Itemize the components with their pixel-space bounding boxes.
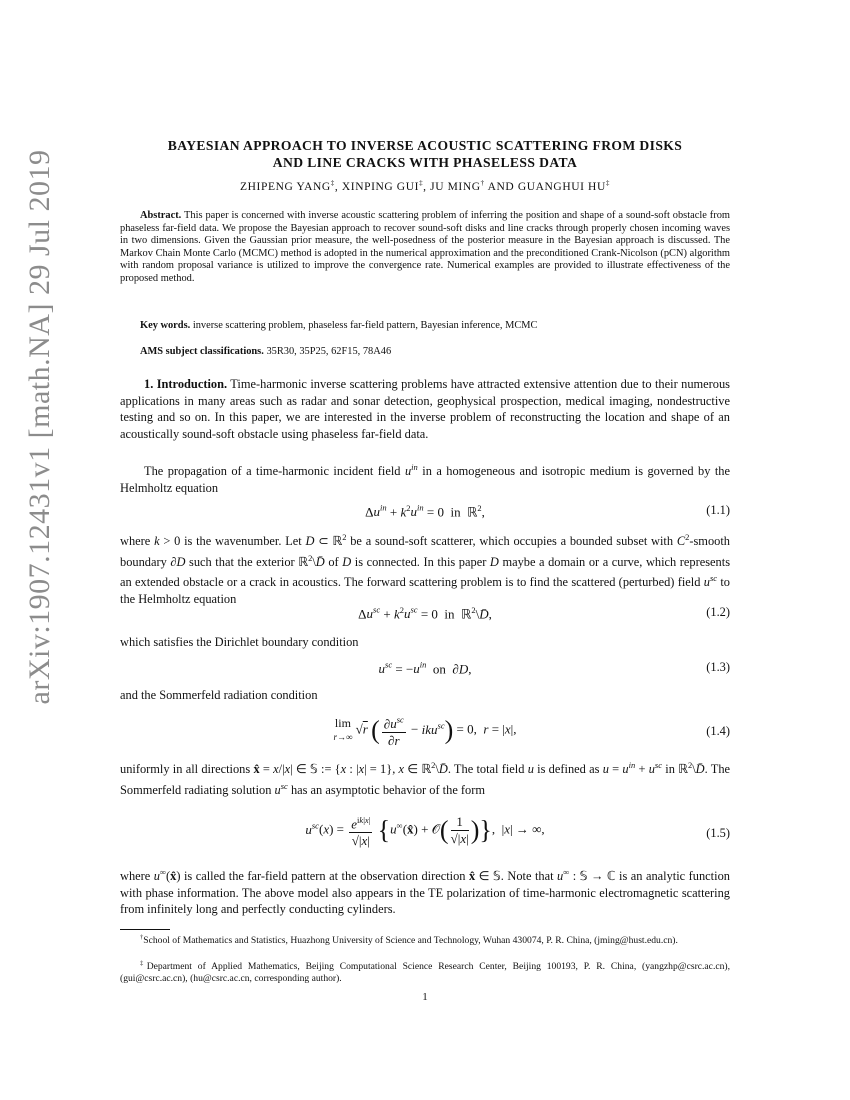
author-3: JU MING <box>430 180 481 193</box>
intro-paragraph-7: where u∞(x̂) is called the far-field pattern at the observation direction x̂ ∈ 𝕊. Note that u∞ : 𝕊 → ℂ is an analytic function with phase information. The above model also appears in the TE polarization of time-harmonic electromagnetic scattering from infinitely long and perfectly conducting cylinders. <box>120 867 730 917</box>
footnote-rule <box>120 929 170 930</box>
intro-paragraph-6: uniformly in all directions x̂ = x/|x| ∈ 𝕊 := {x : |x| = 1}, x ∈ ℝ$^2$\D̄. The total field u is defined as $u = u^{in} + u^{sc}$ in ℝ$^2$\D̄. The Sommerfeld radiating solution $u^{sc}$ has an asymptotic behavior of the form <box>120 760 731 797</box>
abstract <box>120 210 730 286</box>
intro-paragraph-2: The propagation of a time-harmonic incident field $u^{in}$ in a homogeneous and isotropic medium is governed by the Helmholtz equation <box>120 462 730 495</box>
title-line-1: BAYESIAN APPROACH TO INVERSE ACOUSTIC SCATTERING FROM DISKS <box>167 138 683 153</box>
equation-1-4: lim r→∞ √r ( $\frac{\partial u^{sc}}{\partial r}$ − iku$^{sc}$) = 0, r = |x|, (1.4) <box>120 710 730 752</box>
keywords: Key words. inverse scattering problem, phaseless far-field pattern, Bayesian inference, MCMC <box>140 320 538 331</box>
title-line-2: AND LINE CRACKS WITH PHASELESS DATA <box>272 155 578 170</box>
author-2: XINPING GUI <box>341 180 420 193</box>
author-1: ZHIPENG YANG <box>240 180 331 193</box>
equation-1-3: $u^{sc} = -u^{in}$ on ∂D, (1.3) <box>378 660 730 677</box>
intro-paragraph-5: and the Sommerfeld radiation condition <box>120 688 318 702</box>
footnote-2: ‡Department of Applied Mathematics, Beijing Computational Science Research Center, Beijing 100193, P. R. China, (yangzhp@csrc.ac.cn), (gui@csrc.ac.cn), (hu@csrc.ac.cn, corresponding author). <box>120 960 730 985</box>
author-list: ZHIPENG YANG‡, XINPING GUI‡, JU MING† AND GUANGHUI HU‡ <box>240 179 610 193</box>
arxiv-identifier: arXiv:1907.12431v1 [math.NA] 29 Jul 2019 <box>23 149 56 705</box>
author-4: GUANGHUI HU <box>517 180 606 193</box>
intro-paragraph-1: 1. Introduction. Time-harmonic inverse scattering problems have attracted extensive attention due to their numerous applications in many areas such as radar and sonar detection, geophysical prospection, medical imaging, nondestructive testing and so on. In this paper, we are interested in the inverse problem of reconstructing the location and shape of an acoustically sound-soft obstacle using phaseless far-field data. <box>120 377 730 441</box>
equation-1-5: $u^{sc}(x)$ = $\frac{e^{ik|x|}}{√|x|}$ {u∞(x̂) + 𝒪( $\frac{1}{√|x|}$ )}, |x| → ∞, (1.5) <box>120 812 730 860</box>
abstract-text: This paper is concerned with inverse acoustic scattering problem of inferring the position and shape of a sound-soft obstacle from phaseless far-field data. We propose the Bayesian approach to recover sound-soft disks and line cracks through properly chosen incoming waves in two dimensions. Given the Gaussian prior measure, the well-posedness of the posterior measure in the Bayesian approach is discussed. The Markov Chain Monte Carlo (MCMC) method is adopted in the numerical approximation and the preconditioned Crank-Nicolson (pCN) algorithm with random proposal variance is utilized to improve the convergence rate. Numerical examples are provided to illustrate effectiveness of the proposed method. <box>120 210 730 284</box>
abstract-label: Abstract. <box>140 210 182 221</box>
equation-1-1: $\Delta u^{in} + k^2u^{in} = 0$ in ℝ$^2$, (1.1) <box>365 503 730 520</box>
intro-paragraph-4: which satisfies the Dirichlet boundary condition <box>120 635 359 649</box>
page-number: 1 <box>422 991 428 1003</box>
footnote-1: †School of Mathematics and Statistics, Huazhong University of Science and Technology, Wuhan 430074, P. R. China, (jming@hust.edu.cn). <box>140 934 678 947</box>
intro-paragraph-3: where k > 0 is the wavenumber. Let D ⊂ ℝ$^2$ be a sound-soft scatterer, which occupies a bounded subset with $C^2$-smooth boundary ∂D such that the exterior ℝ$^2$\D̄ of D is connected. In this paper D maybe a domain or a curve, which represents an extended obstacle or a crack in acoustics. The forward scattering problem is to find the scattered (perturbed) field $u^{sc}$ to the Helmholtz equation <box>120 532 731 606</box>
paper-title <box>120 137 730 171</box>
section-heading: 1. Introduction. <box>144 377 228 391</box>
ams-classifications: AMS subject classifications. 35R30, 35P25, 62F15, 78A46 <box>140 346 392 357</box>
equation-1-2: $\Delta u^{sc} + k^2u^{sc} = 0$ in ℝ$^2$\D̄, (1.2) <box>358 605 730 622</box>
